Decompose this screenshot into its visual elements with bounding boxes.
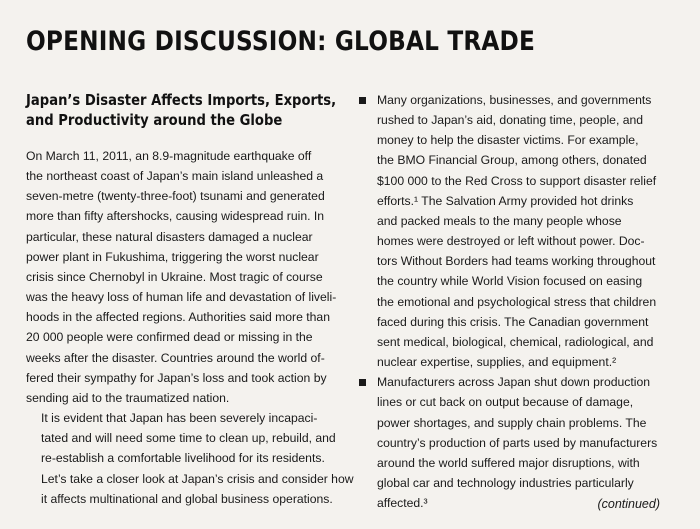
intro-paragraph xyxy=(26,146,353,408)
text-line: Many organizations, businesses, and governments xyxy=(377,93,652,107)
text-line: was the heavy loss of human life and devastation of liveli- xyxy=(26,290,337,305)
article-heading xyxy=(26,90,353,130)
text-line: $100 000 to the Red Cross to support disaster relief xyxy=(377,173,657,188)
text-line: global car and technology industries particularly xyxy=(377,475,634,490)
right-column xyxy=(356,90,674,513)
bullet-item-manufacturers xyxy=(356,372,674,513)
text-line: seven-metre (twenty-three-foot) tsunami and generated xyxy=(26,189,325,204)
text-line: the northeast coast of Japan’s main island unleashed a xyxy=(26,169,324,184)
text-line: the emotional and psychological stress that children xyxy=(377,294,657,309)
text-line: power shortages, and supply chain problems. The xyxy=(377,415,647,430)
text-line: country’s production of parts used by manufacturers xyxy=(377,435,658,450)
text-line: particular, these natural disasters damaged a nuclear xyxy=(26,229,313,244)
text-line: crisis since Chernobyl in Ukraine. Most tragic of course xyxy=(26,269,323,284)
closing-paragraph xyxy=(26,408,353,509)
square-bullet-icon xyxy=(359,97,366,104)
continued-label: (continued) xyxy=(597,497,660,511)
square-bullet-icon xyxy=(359,379,366,386)
page-title: OPENING DISCUSSION: GLOBAL TRADE xyxy=(26,26,536,57)
text-line: tors Without Borders had teams working throughout xyxy=(377,254,656,269)
text-line: nuclear expertise, supplies, and equipment.² xyxy=(377,355,617,370)
text-line: lines or cut back on output because of damage, xyxy=(377,395,634,410)
text-line: It is evident that Japan has been severely incapaci- xyxy=(41,411,318,426)
text-line: the BMO Financial Group, among others, donated xyxy=(377,153,647,168)
text-line: money to help the disaster victims. For example, xyxy=(377,133,639,148)
text-line: homes were destroyed or left without power. Doc- xyxy=(377,234,645,249)
bullet-item-aid xyxy=(356,90,674,372)
text-line: Manufacturers across Japan shut down production xyxy=(377,375,651,390)
text-line: and packed meals to the many people whose xyxy=(377,213,622,228)
text-line: hoods in the affected regions. Authorities said more than xyxy=(26,310,330,325)
text-line: fered their sympathy for Japan’s loss and took action by xyxy=(26,370,327,385)
left-column xyxy=(26,90,353,509)
text-line: sent medical, biological, chemical, radiological, and xyxy=(377,334,654,349)
text-line: around the world suffered major disruptions, with xyxy=(377,455,640,470)
text-line: Let’s take a closer look at Japan’s crisis and consider how xyxy=(41,471,354,486)
text-line: tated and will need some time to clean up, rebuild, and xyxy=(41,431,336,446)
text-line: the country while World Vision focused on easing xyxy=(377,274,643,289)
text-line: rushed to Japan’s aid, donating time, people, and xyxy=(377,113,644,128)
article-heading-line: and Productivity around the Globe xyxy=(26,111,283,129)
text-line: efforts.¹ The Salvation Army provided hot drinks xyxy=(377,193,634,208)
text-line: sending aid to the traumatized nation. xyxy=(26,390,230,405)
text-line: power plant in Fukushima, triggering the worst nuclear xyxy=(26,249,319,264)
text-line: faced during this crisis. The Canadian government xyxy=(377,314,649,329)
text-line: re-establish a comfortable livelihood for its residents. xyxy=(41,451,325,466)
text-line: On March 11, 2011, an 8.9-magnitude earthquake off xyxy=(26,149,312,163)
text-line: affected.³ xyxy=(377,496,428,511)
text-line: 20 000 people were confirmed dead or missing in the xyxy=(26,330,313,345)
text-line: more than fifty aftershocks, causing widespread ruin. In xyxy=(26,209,325,224)
article-heading-line: Japan’s Disaster Affects Imports, Exports, xyxy=(26,91,337,109)
text-line: it affects multinational and global business operations. xyxy=(41,491,333,506)
text-line: weeks after the disaster. Countries around the world of- xyxy=(26,350,325,365)
